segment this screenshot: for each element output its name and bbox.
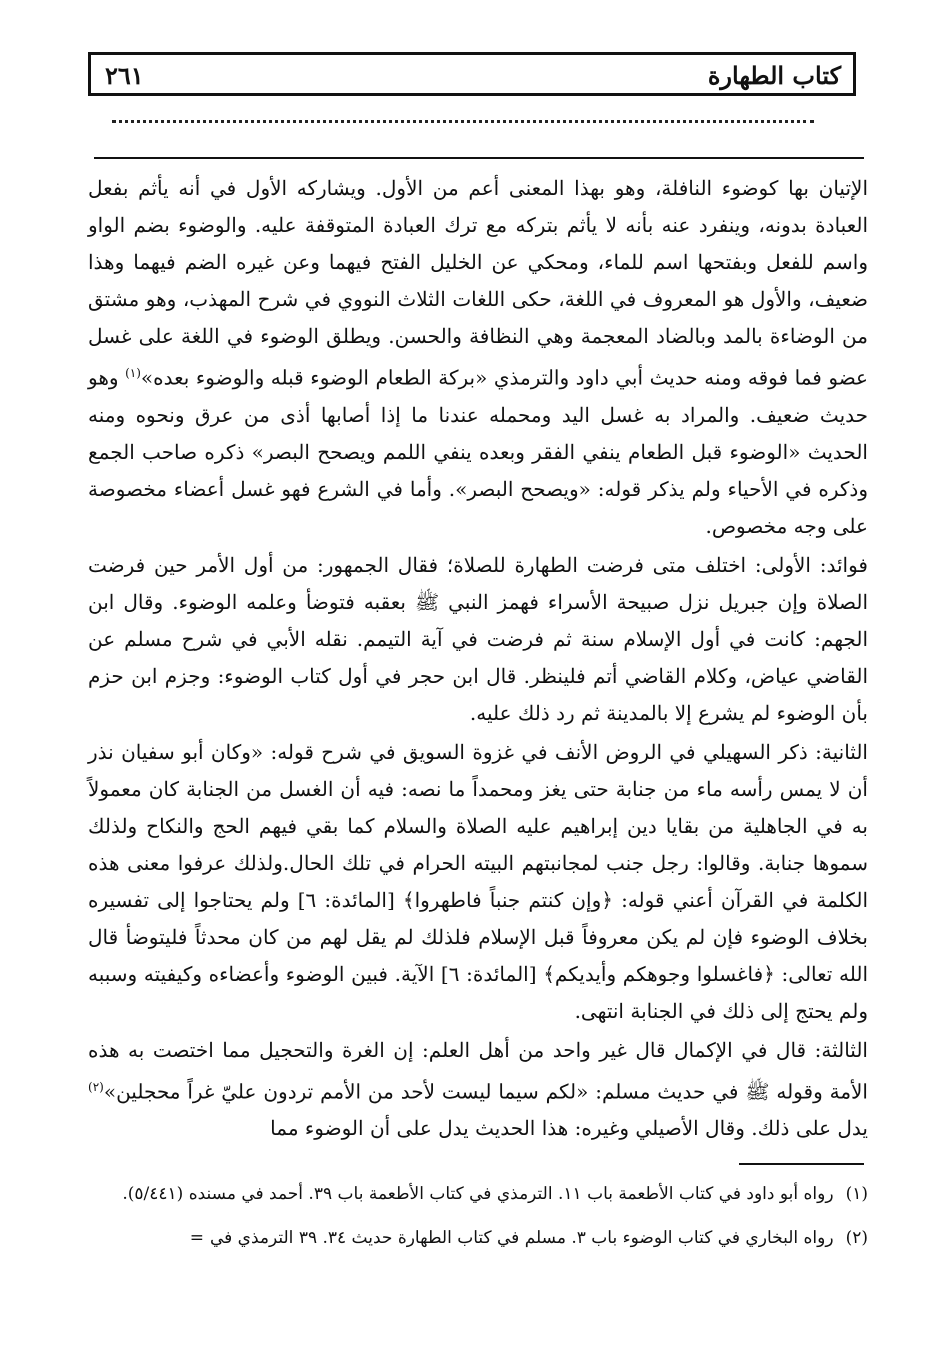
footnote-separator — [739, 1163, 864, 1165]
chapter-title: كتاب الطهارة — [707, 61, 841, 90]
main-text — [88, 170, 868, 1147]
dotted-separator — [112, 120, 814, 123]
footnote — [96, 1222, 868, 1254]
paragraph-text: الثالثة: قال في الإكمال قال غير واحد من أهل العلم: إن الغرة والتحجيل مما اختصت به هذه الأمة وقوله ﷺ في حديث مسلم: «لكم سيما ليست لأحد من الأمم تردون عليّ غراً محجلين» — [88, 1037, 868, 1104]
footnote — [96, 1178, 868, 1210]
footnote-reference: (٢) — [88, 1079, 104, 1094]
paragraph-text: الإتيان بها كوضوء النافلة، وهو بهذا المعنى أعم من الأول. ويشاركه الأول في أنه يأثم بفعل العبادة بدونه، وينفرد عنه بأنه لا يأثم بتركه مع ترك العبادة المتوقفة عليه. والوضوء بضم الواو واسم للفعل وبفتحها اسم للماء، ومحكي عن الخليل الفتح فيهما وعن غيره الضم فيهما وهذا ضعيف، والأول هو المعروف في اللغة، حكى اللغات الثلاث النووي في شرح المهذب، وهو مشتق من الوضاءة بالمد وبالضاد المعجمة وهي النظافة والحسن. ويطلق الوضوء في اللغة على غسل عضو فما فوقه ومنه حديث أبي داود والترمذي «بركة الطعام الوضوء قبله والوضوء بعده» — [88, 176, 868, 390]
footnote-text: رواه أبو داود في كتاب الأطعمة باب ١١. الترمذي في كتاب الأطعمة باب ٣٩. أحمد في مسنده (٥/٤٤١). — [122, 1184, 834, 1204]
paragraph — [88, 1032, 868, 1148]
paragraph — [88, 170, 868, 545]
paragraph — [88, 734, 868, 1030]
continuation-mark: = — [189, 1228, 204, 1248]
footnote-marker: (٢) — [845, 1228, 868, 1248]
page-number: ٢٦١ — [105, 61, 144, 90]
paragraph-text-continued: يدل على ذلك. وقال الأصيلي وغيره: هذا الحديث يدل على أن الوضوء مما — [270, 1116, 868, 1141]
paragraph-text-continued: وهو حديث ضعيف. والمراد به غسل اليد ومحمله عندنا ما إذا أصابها أذى من عرق ونحوه ومنه الحديث «الوضوء قبل الطعام ينفي الفقر وبعده ينفي اللمم ويصحح البصر» ذكره صاحب الجمع وذكره في الأحياء ولم يذكر قوله: «ويصحح البصر». وأما في الشرع فهو غسل أعضاء مخصوصة على وجه مخصوص. — [88, 365, 868, 538]
paragraph-text: الثانية: ذكر السهيلي في الروض الأنف في غزوة السويق في شرح قوله: «وكان أبو سفيان نذر أن لا يمس رأسه ماء من جنابة حتى يغز ومحمداً ما نصه: فيه أن الغسل من الجنابة كان معمولاً به في الجاهلية من بقايا دين إبراهيم عليه الصلاة والسلام كما بقي فيهم الحج والنكاح ولذلك سموها جنابة. وقالوا: رجل جنب لمجانبتهم البيته الحرام في تلك الحال.ولذلك عرفوا معنى هذه الكلمة في القرآن أعني قوله: ﴿وإن كنتم جنباً فاطهروا﴾ [المائدة: ٦] ولم يحتاجوا إلى تفسيره بخلاف الوضوء فإن لم يكن معروفاً قبل الإسلام فلذلك لم يقل لهم من كان محدثاً فليتوضأ قال الله تعالى: ﴿فاغسلوا وجوهكم وأيديكم﴾ [المائدة: ٦] الآية. فبين الوضوء وأعضاءه وكيفيته وسببه ولم يحتج إلى ذلك في الجنابة انتهى. — [88, 739, 869, 1023]
paragraph-text: فوائد: الأولى: اختلف متى فرضت الطهارة للصلاة؛ فقال الجمهور: من أول الأمر حين فرضت الصلاة وإن جبريل نزل صبيحة الأسراء فهمز النبي ﷺ بعقبه فتوضأ وعلمه الوضوء. وقال ابن الجهم: كانت في أول الإسلام سنة ثم فرضت في آية التيمم. نقله الأبي في شرح مسلم عن القاضي عياض، وكلام القاضي أتم فلينظر. قال ابن حجر في أول كتاب الوضوء: وجزم ابن حزم بأن الوضوء لم يشرع إلا بالمدينة ثم رد ذلك عليه. — [88, 552, 868, 725]
footnote-marker: (١) — [845, 1184, 868, 1204]
page-header — [88, 52, 856, 96]
paragraph — [88, 547, 868, 732]
horizontal-rule — [94, 157, 864, 159]
footnote-text: رواه البخاري في كتاب الوضوء باب ٣. مسلم في كتاب الطهارة حديث ٣٤. ٣٩ الترمذي في — [209, 1228, 834, 1248]
footnotes — [96, 1178, 868, 1254]
footnote-reference: (١) — [125, 366, 141, 380]
